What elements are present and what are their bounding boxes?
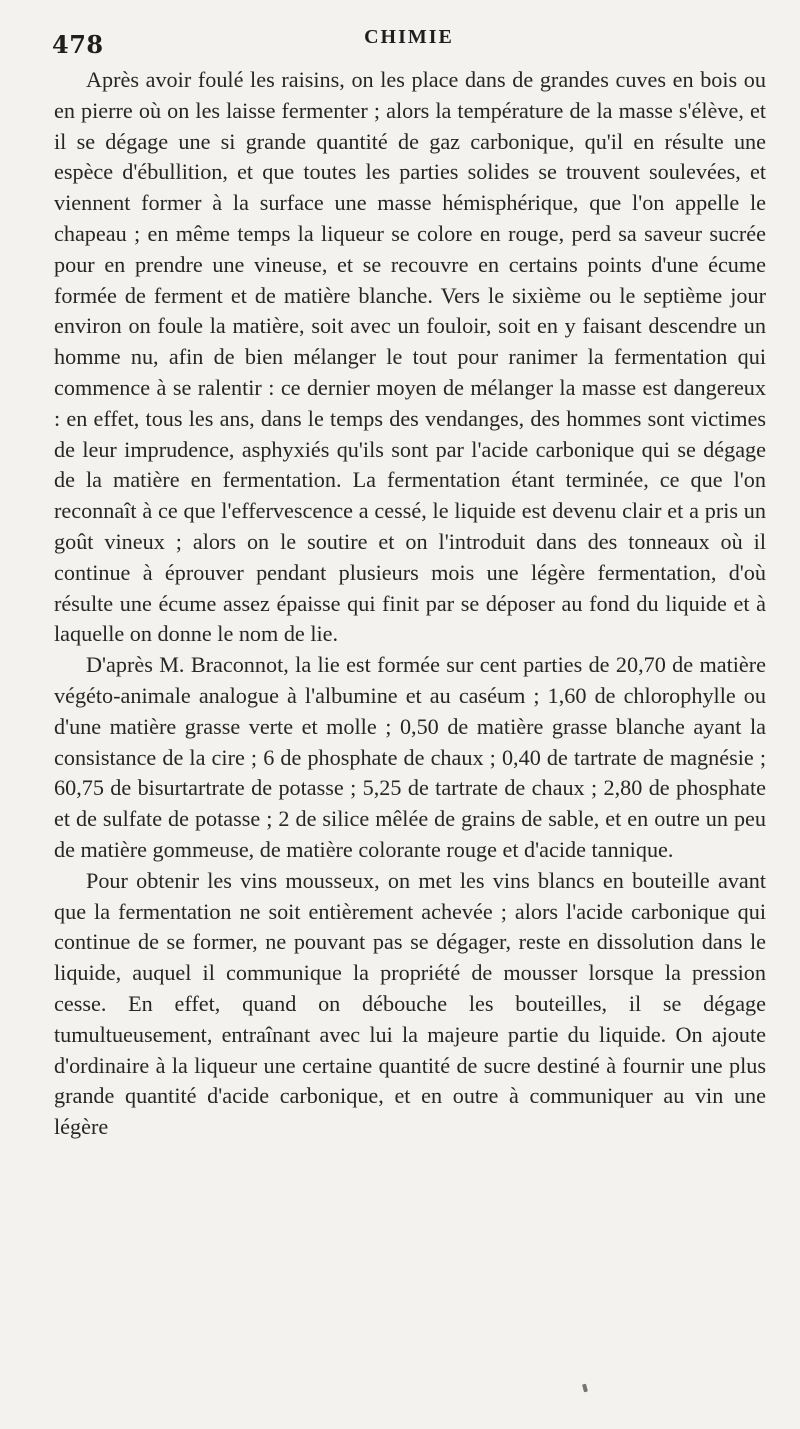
page-number: 478 <box>52 30 104 59</box>
body-text <box>54 65 766 1143</box>
page-header <box>52 18 766 58</box>
paragraph-vins-mousseux: Pour obtenir les vins mousseux, on met les vins blancs en bouteille avant que la fermentation ne soit entièrement achevée ; alors l'acide carbonique qui continue de se former, ne pouvant pas se dégager, reste en dissolution dans le liquide, auquel il communique la propriété de mousser lorsque la pression cesse. En effet, quand on débouche les bouteilles, il se dégage tumultueusement, entraînant avec lui la majeure partie du liquide. On ajoute d'ordinaire à la liqueur une certaine quantité de sucre destiné à fournir une plus grande quantité d'acide carbonique, et en outre à communiquer au vin une légère <box>54 867 766 1140</box>
running-title: CHIMIE <box>364 26 454 48</box>
print-blemish <box>582 1384 588 1393</box>
paragraph-fermentation: Après avoir foulé les raisins, on les place dans de grandes cuves en bois ou en pierre où on les laisse fermenter ; alors la température de la masse s'élève, et il se dégage une si grande quantité de gaz carbonique, qu'il en résulte une espèce d'ébullition, et que toutes les parties solides se trouvent soulevées, et viennent former à la surface une masse hémisphérique, que l'on appelle le chapeau ; en même temps la liqueur se colore en rouge, perd sa saveur sucrée pour en prendre une vineuse, et se recouvre en certains points d'une écume formée de ferment et de matière blanche. Vers le sixième ou le septième jour environ on foule la matière, soit avec un fouloir, soit en y faisant descendre un homme nu, afin de bien mélanger le tout pour ranimer la fermentation qui commence à se ralentir : ce dernier moyen de mélanger la masse est dangereux : en effet, tous les ans, dans le temps des vendanges, des hommes sont victimes de leur imprudence, asphyxiés qu'ils sont par l'acide carbonique qui se dégage de la matière en fermentation. La fermentation étant terminée, ce que l'on reconnaît à ce que l'effervescence a cessé, le liquide est devenu clair et a pris un goût vineux ; alors on le soutire et on l'introduit dans des tonneaux où il continue à éprouver pendant plusieurs mois une légère fermentation, d'où résulte une écume assez épaisse qui finit par se déposer au fond du liquide et à laquelle on donne le nom de lie. <box>54 67 766 647</box>
paragraph-lie-composition: D'après M. Braconnot, la lie est formée sur cent parties de 20,70 de matière végéto-animale analogue à l'albumine et au caséum ; 1,60 de chlorophylle ou d'une matière grasse verte et molle ; 0,50 de matière grasse blanche ayant la consistance de la cire ; 6 de phosphate de chaux ; 0,40 de tartrate de magnésie ; 60,75 de bisurtartrate de potasse ; 5,25 de tartrate de chaux ; 2,80 de phosphate et de sulfate de potasse ; 2 de silice mêlée de grains de sable, et en outre un peu de matière gommeuse, de matière colorante rouge et d'acide tannique. <box>54 652 766 862</box>
